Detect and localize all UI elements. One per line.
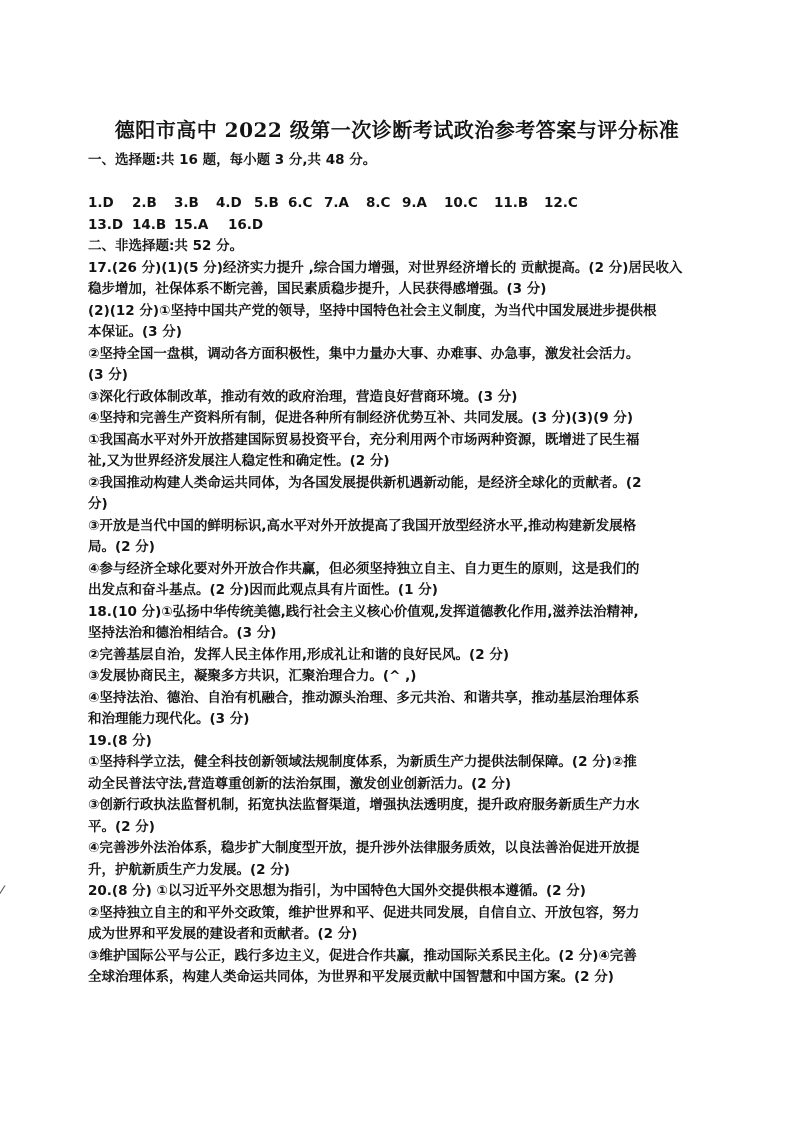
choice-answer: 6.C bbox=[288, 195, 313, 211]
answer-text-line: ④完善涉外法治体系，稳步扩大制度型开放，提升涉外法律服务质效，以良法善治促进开放提 bbox=[88, 840, 640, 856]
answer-text-line: 18.(10 分)①弘扬中华传统美德,践行社会主义核心价值观,发挥道德教化作用,滋养法治精神, bbox=[88, 603, 639, 620]
answer-text-line: (2)(12 分)①坚持中国共产党的领导，坚持中国特色社会主义制度，为当代中国发展进步提供根 bbox=[88, 302, 657, 319]
answer-text-line: ②坚持独立自主的和平外交政策，维护世界和平、促进共同发展，自信自立、开放包容，努力 bbox=[88, 904, 640, 921]
choice-answer: 15.A bbox=[174, 217, 209, 233]
choice-answer: 16.D bbox=[228, 217, 264, 233]
answer-text-line: 分) bbox=[88, 496, 108, 512]
answer-text-line: 20.(8 分) ①以习近平外交思想为指引，为中国特色大国外交提供根本遵循。(2 分) bbox=[88, 883, 586, 899]
answer-text-line: ②完善基层自治，发挥人民主体作用,形成礼让和谐的良好民风。(2 分) bbox=[88, 646, 509, 663]
answer-text-line: ③创新行政执法监督机制，拓宽执法监督渠道，增强执法透明度，提升政府服务新质生产力水 bbox=[88, 797, 640, 813]
choice-answer: 1.D bbox=[88, 195, 114, 211]
margin-mark: ⁄ bbox=[0, 882, 3, 901]
answer-text-line: 动全民普法守法,营造尊重创新的法治氛围，激发创业创新活力。(2 分) bbox=[88, 775, 512, 792]
section-1-heading: 一、选择题:共 16 题，每小题 3 分,共 48 分。 bbox=[88, 152, 377, 168]
answer-text-line: (3 分) bbox=[88, 367, 128, 383]
answer-text-line: ④坚持法治、德治、自治有机融合，推动源头治理、多元共治、和谐共享，推动基层治理体系 bbox=[88, 689, 640, 706]
answer-row-1 bbox=[88, 192, 708, 214]
section-2-body bbox=[88, 258, 720, 989]
answer-text-line: ③开放是当代中国的鲜明标识,高水平对外开放提高了我国开放型经济水平,推动构建新发展格 bbox=[88, 517, 637, 534]
answer-text-line: 17.(26 分)(1)(5 分)经济实力提升 ,综合国力增强，对世界经济增长的 贡献提高。(2 分)居民收入 bbox=[88, 259, 683, 276]
answer-text-line: 平。(2 分) bbox=[88, 818, 155, 835]
choice-answer: 13.D bbox=[88, 217, 124, 233]
choice-answer: 2.B bbox=[132, 195, 157, 211]
choice-answer: 4.D bbox=[216, 195, 242, 211]
answer-text-line: ②我国推动构建人类命运共同体，为各国发展提供新机遇新动能，是经济全球化的贡献者。(2 bbox=[88, 474, 642, 491]
answer-text-line: ③深化行政体制改革，推动有效的政府治理，营造良好营商环境。(3 分) bbox=[88, 388, 518, 405]
choice-answer: 3.B bbox=[174, 195, 199, 211]
answer-text-line: ①我国高水平对外开放搭建国际贸易投资平台，充分利用两个市场两种资源，既增进了民生福 bbox=[88, 431, 640, 448]
choice-answer: 8.C bbox=[366, 195, 391, 211]
answer-text-line: 出发点和奋斗基点。(2 分)因而此观点具有片面性。(1 分) bbox=[88, 582, 438, 598]
answer-text-line: 升，护航新质生产力发展。(2 分) bbox=[88, 861, 290, 878]
answer-text-line: ②坚持全国一盘棋，调动各方面积极性，集中力量办大事、办难事、办急事，激发社会活力。 bbox=[88, 345, 640, 362]
answer-text-line: ④坚持和完善生产资料所有制，促进各种所有制经济优势互补、共同发展。(3 分)(3)(9 分) bbox=[88, 410, 634, 426]
answer-text-line: 稳步增加，社保体系不断完善，国民素质稳步提升，人民获得感增强。(3 分) bbox=[88, 281, 547, 297]
choice-answers bbox=[88, 192, 708, 236]
answer-text-line: ①坚持科学立法，健全科技创新领域法规制度体系，为新质生产力提供法制保障。(2 分)②推 bbox=[88, 754, 637, 770]
answer-text-line: ③维护国际公平与公正，践行多边主义，促进合作共赢，推动国际关系民主化。(2 分)④完善 bbox=[88, 947, 637, 964]
answer-row-2 bbox=[88, 214, 708, 236]
choice-answer: 5.B bbox=[254, 195, 279, 211]
document-title: 德阳市高中 2022 级第一次诊断考试政治参考答案与评分标准 bbox=[114, 118, 680, 142]
section-1-heading-block bbox=[88, 150, 720, 172]
choice-answer: 9.A bbox=[402, 195, 427, 211]
choice-answer: 12.C bbox=[544, 195, 578, 211]
choice-answer: 14.B bbox=[132, 217, 167, 233]
section-2-heading: 二、非选择题:共 52 分。 bbox=[88, 238, 244, 254]
answer-text-line: ③发展协商民主，凝聚多方共识，汇聚治理合力。(^ ,) bbox=[88, 668, 417, 684]
answer-text-line: 19.(8 分) bbox=[88, 732, 152, 749]
answer-text-line: 全球治理体系，构建人类命运共同体，为世界和平发展贡献中国智慧和中国方案。(2 分) bbox=[88, 969, 614, 985]
answer-text-line: 本保证。(3 分) bbox=[88, 324, 182, 340]
answer-text-line: 和治理能力现代化。(3 分) bbox=[88, 711, 250, 727]
answer-text-line: 成为世界和平发展的建设者和贡献者。(2 分) bbox=[88, 926, 358, 942]
answer-text-line: ④参与经济全球化要对外开放合作共赢，但必须坚持独立自主、自力更生的原则，这是我们的 bbox=[88, 560, 640, 577]
choice-answer: 7.A bbox=[324, 195, 349, 211]
answer-text-line: 祉,又为世界经济发展注人稳定性和确定性。(2 分) bbox=[88, 453, 390, 469]
choice-answer: 11.B bbox=[494, 195, 529, 211]
section-2 bbox=[88, 236, 720, 989]
answer-text-line: 坚持法治和德治相结合。(3 分) bbox=[88, 625, 277, 641]
choice-answer: 10.C bbox=[444, 195, 478, 211]
answer-text-line: 局。(2 分) bbox=[88, 539, 155, 555]
